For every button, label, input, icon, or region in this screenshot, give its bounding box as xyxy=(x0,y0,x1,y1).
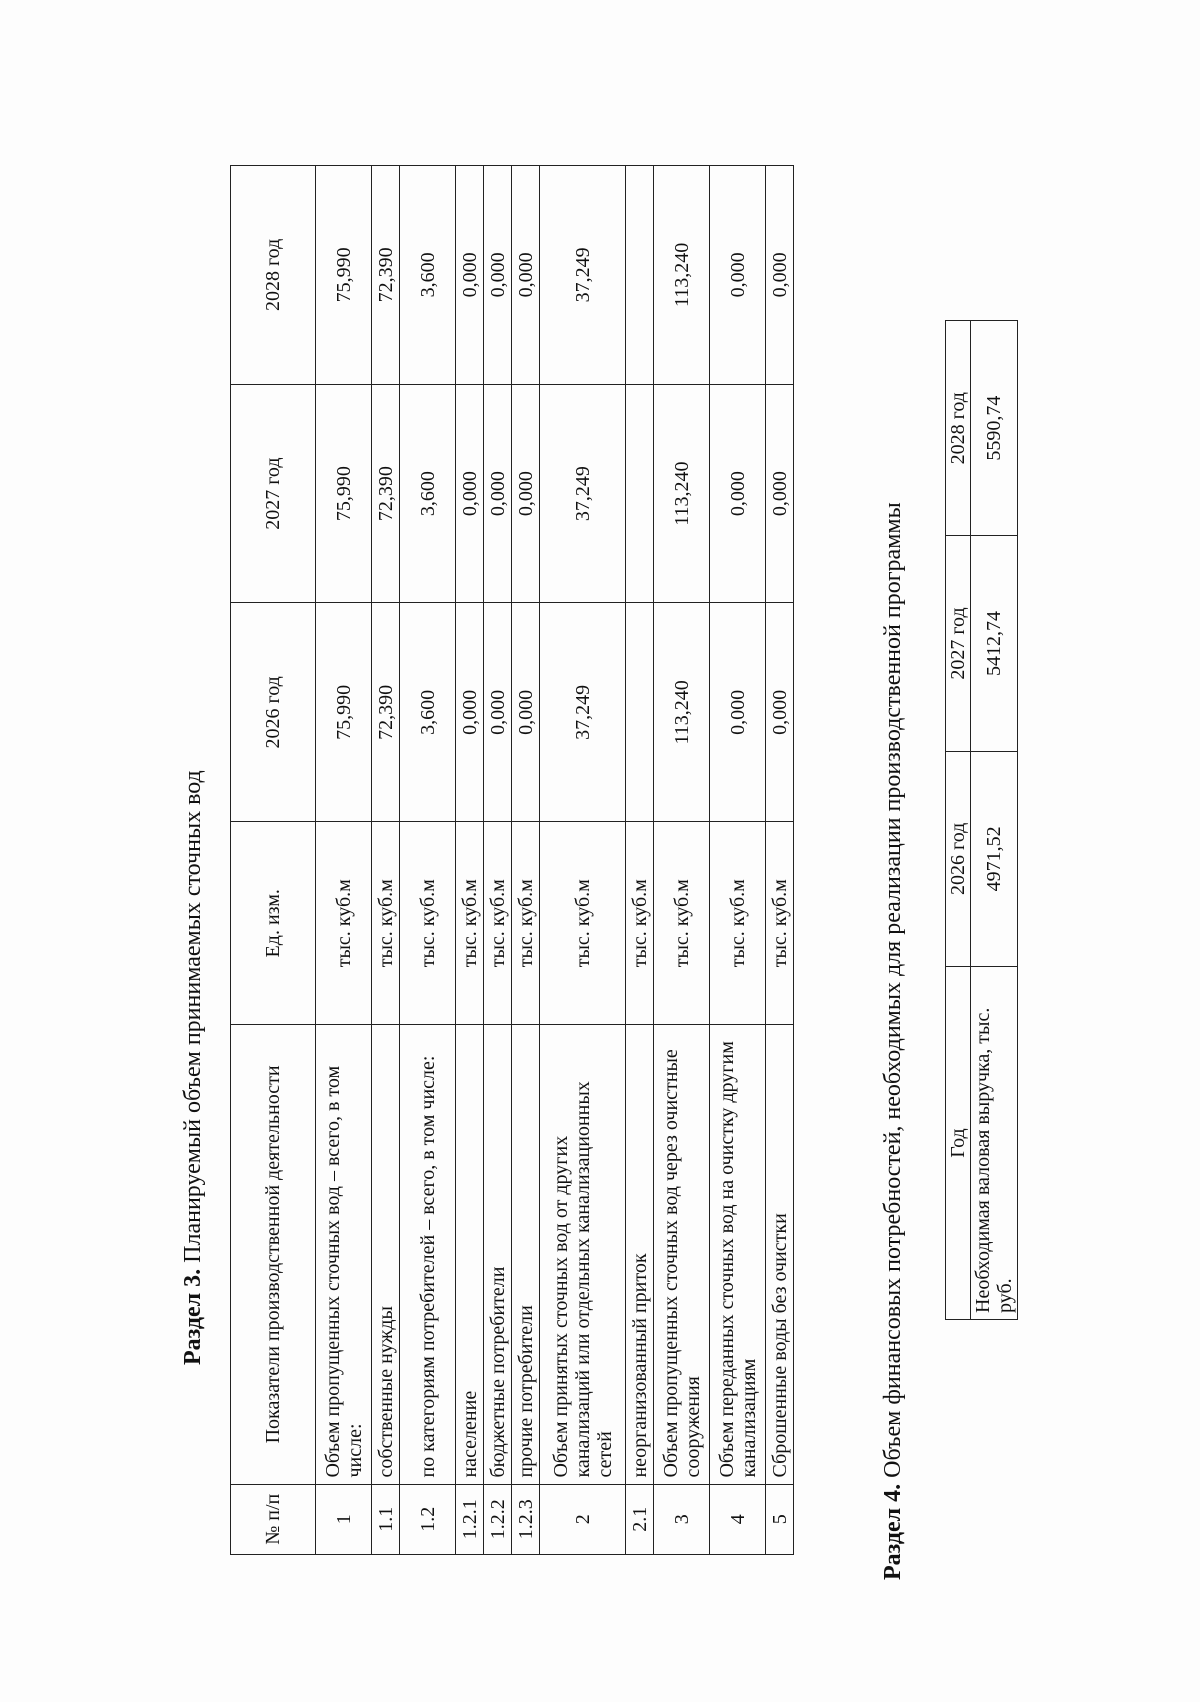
value-2027-cell: 0,000 xyxy=(484,384,512,603)
value-2027-cell: 3,600 xyxy=(400,384,456,603)
value-2026-cell xyxy=(626,603,654,822)
rotated-page xyxy=(150,120,1150,1620)
row-number-cell: 1.2.1 xyxy=(456,1484,484,1554)
table-header-row xyxy=(946,321,971,1320)
col-header-2028: 2028 год xyxy=(231,166,316,385)
unit-cell: тыс. куб.м xyxy=(484,822,512,1025)
value-2026-cell: 3,600 xyxy=(400,603,456,822)
value-2026-cell: 0,000 xyxy=(484,603,512,822)
year-2027-header: 2027 год xyxy=(946,536,971,751)
unit-cell: тыс. куб.м xyxy=(316,822,372,1025)
value-2028-cell: 0,000 xyxy=(456,166,484,385)
unit-cell: тыс. куб.м xyxy=(400,822,456,1025)
row-number-cell: 5 xyxy=(766,1484,794,1554)
table-row xyxy=(400,166,456,1555)
col-header-name: Показатели производственной деятельности xyxy=(231,1025,316,1484)
table-row xyxy=(456,166,484,1555)
value-2026-cell: 0,000 xyxy=(456,603,484,822)
row-number-cell: 3 xyxy=(654,1484,710,1554)
col-header-2027: 2027 год xyxy=(231,384,316,603)
row-number-cell: 2 xyxy=(540,1484,626,1554)
value-2028-cell: 72,390 xyxy=(372,166,400,385)
value-2028-cell: 113,240 xyxy=(654,166,710,385)
value-2027-cell: 0,000 xyxy=(456,384,484,603)
col-header-unit: Ед. изм. xyxy=(231,822,316,1025)
indicator-name-cell: по категориям потребителей – всего, в том числе: xyxy=(400,1025,456,1484)
revenue-2027-value: 5412,74 xyxy=(971,536,1018,751)
unit-cell: тыс. куб.м xyxy=(766,822,794,1025)
year-header-label: Год xyxy=(946,967,971,1320)
value-2027-cell: 37,249 xyxy=(540,384,626,603)
row-number-cell: 4 xyxy=(710,1484,766,1554)
indicator-name-cell: Объем пропущенных сточных вод – всего, в том числе: xyxy=(316,1025,372,1484)
row-number-cell: 1.2.3 xyxy=(512,1484,540,1554)
financial-needs-table xyxy=(945,320,1018,1320)
unit-cell: тыс. куб.м xyxy=(456,822,484,1025)
value-2026-cell: 0,000 xyxy=(710,603,766,822)
table-header-row xyxy=(231,166,316,1555)
value-2026-cell: 72,390 xyxy=(372,603,400,822)
indicator-name-cell: неорганизованный приток xyxy=(626,1025,654,1484)
value-2027-cell: 0,000 xyxy=(710,384,766,603)
value-2028-cell: 0,000 xyxy=(766,166,794,385)
value-2026-cell: 0,000 xyxy=(512,603,540,822)
value-2027-cell: 72,390 xyxy=(372,384,400,603)
wastewater-volume-table xyxy=(230,165,794,1555)
value-2026-cell: 113,240 xyxy=(654,603,710,822)
table-row xyxy=(971,321,1018,1320)
unit-cell: тыс. куб.м xyxy=(372,822,400,1025)
value-2028-cell xyxy=(626,166,654,385)
indicator-name-cell: Объем переданных сточных вод на очистку другим канализациям xyxy=(710,1025,766,1484)
section-4-heading xyxy=(880,502,907,1580)
value-2028-cell: 37,249 xyxy=(540,166,626,385)
table-row xyxy=(654,166,710,1555)
indicator-name-cell: Объем принятых сточных вод от других канализаций или отдельных канализационных сетей xyxy=(540,1025,626,1484)
indicator-name-cell: прочие потребители xyxy=(512,1025,540,1484)
value-2028-cell: 0,000 xyxy=(710,166,766,385)
indicator-name-cell: население xyxy=(456,1025,484,1484)
indicator-name-cell: Сброшенные воды без очистки xyxy=(766,1025,794,1484)
value-2026-cell: 37,249 xyxy=(540,603,626,822)
indicator-name-cell: Объем пропущенных сточных вод через очистные сооружения xyxy=(654,1025,710,1484)
year-2026-header: 2026 год xyxy=(946,751,971,966)
section-3-label: Раздел 3. xyxy=(180,1268,206,1365)
value-2027-cell: 75,990 xyxy=(316,384,372,603)
section-4-title: Объем финансовых потребностей, необходимых для реализации производственной программы xyxy=(880,502,906,1478)
row-number-cell: 1.1 xyxy=(372,1484,400,1554)
unit-cell: тыс. куб.м xyxy=(626,822,654,1025)
value-2028-cell: 0,000 xyxy=(484,166,512,385)
value-2027-cell: 113,240 xyxy=(654,384,710,603)
revenue-2026-value: 4971,52 xyxy=(971,751,1018,966)
table-row xyxy=(484,166,512,1555)
revenue-row-label: Необходимая валовая выручка, тыс. руб. xyxy=(971,967,1018,1320)
section-3-heading xyxy=(180,770,207,1365)
row-number-cell: 1.2 xyxy=(400,1484,456,1554)
row-number-cell: 1 xyxy=(316,1484,372,1554)
table-row xyxy=(766,166,794,1555)
col-header-2026: 2026 год xyxy=(231,603,316,822)
year-2028-header: 2028 год xyxy=(946,321,971,536)
value-2027-cell: 0,000 xyxy=(766,384,794,603)
section-4-label: Раздел 4. xyxy=(880,1483,906,1580)
value-2028-cell: 0,000 xyxy=(512,166,540,385)
col-header-num: № п/п xyxy=(231,1484,316,1554)
table-row xyxy=(372,166,400,1555)
value-2027-cell xyxy=(626,384,654,603)
indicator-name-cell: собственные нужды xyxy=(372,1025,400,1484)
revenue-2028-value: 5590,74 xyxy=(971,321,1018,536)
table-row xyxy=(710,166,766,1555)
section-3-title: Планируемый объем принимаемых сточных вод xyxy=(180,770,206,1263)
unit-cell: тыс. куб.м xyxy=(654,822,710,1025)
table-row xyxy=(540,166,626,1555)
value-2028-cell: 3,600 xyxy=(400,166,456,385)
table-row xyxy=(626,166,654,1555)
value-2028-cell: 75,990 xyxy=(316,166,372,385)
unit-cell: тыс. куб.м xyxy=(710,822,766,1025)
value-2026-cell: 75,990 xyxy=(316,603,372,822)
indicator-name-cell: бюджетные потребители xyxy=(484,1025,512,1484)
value-2027-cell: 0,000 xyxy=(512,384,540,603)
table-row xyxy=(316,166,372,1555)
unit-cell: тыс. куб.м xyxy=(540,822,626,1025)
row-number-cell: 1.2.2 xyxy=(484,1484,512,1554)
row-number-cell: 2.1 xyxy=(626,1484,654,1554)
unit-cell: тыс. куб.м xyxy=(512,822,540,1025)
value-2026-cell: 0,000 xyxy=(766,603,794,822)
table-row xyxy=(512,166,540,1555)
